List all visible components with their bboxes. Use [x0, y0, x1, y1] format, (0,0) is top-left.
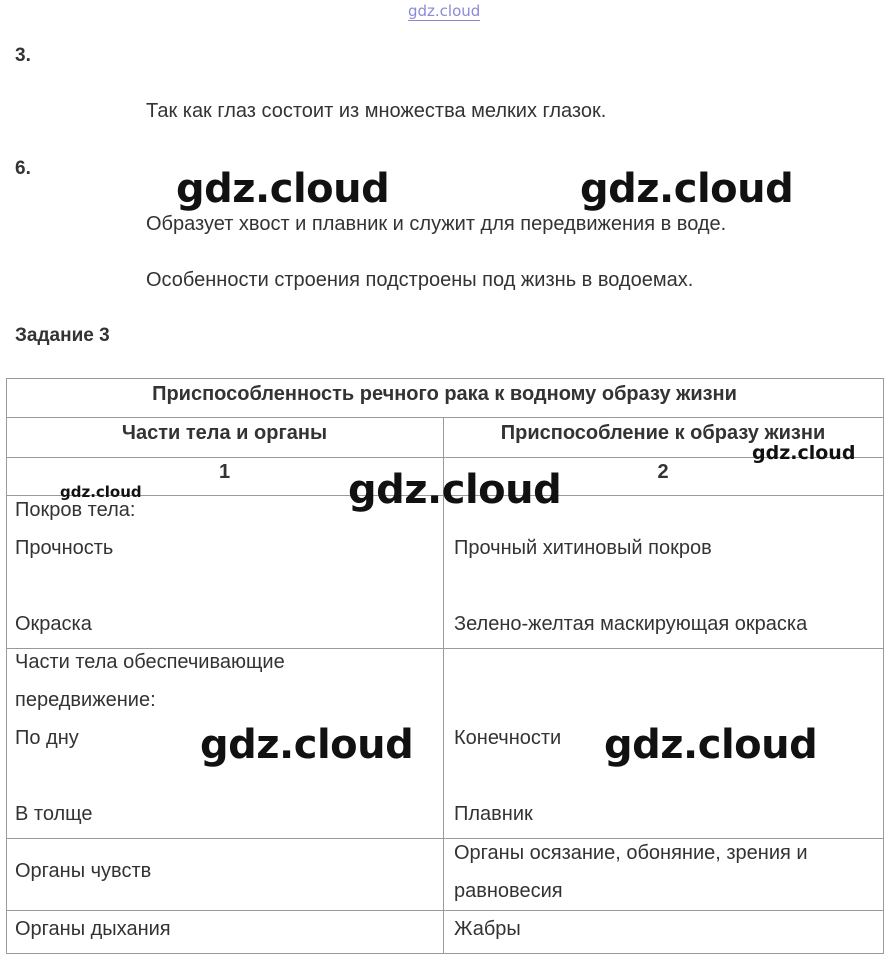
table-cell-right [454, 910, 521, 948]
column-number-2: 2 [657, 461, 669, 483]
cell-line: По дну [15, 727, 79, 749]
cell-line-empty [454, 567, 807, 605]
table-cell-left [15, 910, 171, 948]
watermark-small: gdz.cloud [752, 442, 856, 464]
table-divider [6, 417, 883, 418]
cell-line: Органы дыхания [15, 918, 171, 940]
watermark: gdz.cloud [348, 467, 562, 513]
question-6-answer-2: Особенности строения подстроены под жизнь в водоемах. [146, 269, 694, 291]
column-number-1: 1 [218, 461, 231, 483]
question-number-3: 3. [15, 45, 31, 66]
cell-line: Жабры [454, 918, 521, 940]
cell-line: Плавник [454, 803, 533, 825]
table-cell-right [454, 834, 808, 910]
task-heading: Задание 3 [15, 325, 110, 346]
top-watermark: gdz.cloud [408, 2, 481, 20]
watermark: gdz.cloud [580, 166, 794, 212]
table-cell-right [454, 491, 807, 643]
question-number-6: 6. [15, 158, 31, 179]
table-border-right [883, 378, 884, 954]
cell-line: Зелено-желтая маскирующая окраска [454, 613, 808, 635]
cell-line: Прочность [15, 537, 114, 559]
cell-line: В толще [15, 803, 93, 825]
table-cell-right [454, 643, 561, 833]
cell-line: Части тела обеспечивающие [15, 651, 285, 673]
question-6-answer-1: Образует хвост и плавник и служит для передвижения в воде. [146, 213, 727, 235]
cell-line-empty [454, 757, 561, 795]
cell-line: Органы осязание, обоняние, зрения и [454, 842, 808, 864]
table-cell-left [15, 491, 135, 643]
table-cell-left [15, 852, 151, 890]
cell-line: Органы чувств [15, 860, 152, 882]
watermark: gdz.cloud [604, 722, 818, 768]
table-border-bottom [6, 953, 883, 954]
cell-line-empty [15, 567, 135, 605]
watermark: gdz.cloud [176, 166, 390, 212]
watermark: gdz.cloud [200, 722, 414, 768]
table-border-top [6, 378, 883, 379]
cell-line: равновесия [454, 880, 563, 902]
cell-line: Окраска [15, 613, 92, 635]
cell-line-empty [454, 643, 561, 681]
column-header-body-parts: Части тела и органы [121, 422, 328, 444]
column-header-adaptation: Приспособление к образу жизни [500, 422, 826, 444]
question-3-answer: Так как глаз состоит из множества мелких глазок. [146, 100, 607, 122]
cell-line: Покров тела: [15, 499, 136, 521]
cell-line: передвижение: [15, 689, 156, 711]
cell-line: Конечности [454, 727, 562, 749]
watermark-small: gdz.cloud [60, 483, 142, 501]
table-title: Приспособленность речного рака к водному образу жизни [152, 383, 737, 405]
cell-line: Прочный хитиновый покров [454, 537, 712, 559]
cell-line-empty [454, 681, 561, 719]
